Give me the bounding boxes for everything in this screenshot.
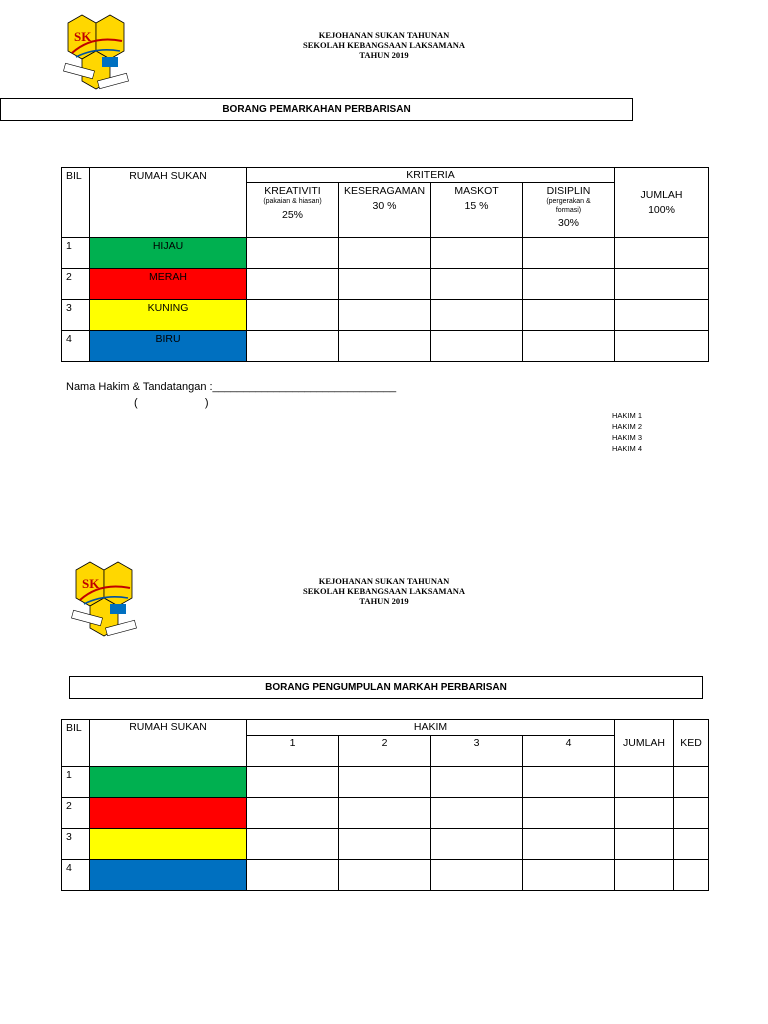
row-number: 4 [62,331,90,362]
house-cell-biru [90,331,247,362]
judge-number-3: 3 [431,736,523,767]
score-cell[interactable] [431,860,523,891]
table-row [62,860,709,891]
score-cell[interactable] [339,798,431,829]
total-cell[interactable] [615,331,709,362]
score-cell[interactable] [523,238,615,269]
house-cell-red [90,798,247,829]
score-cell[interactable] [247,767,339,798]
score-cell[interactable] [339,860,431,891]
criteria-percent: 25% [281,209,303,221]
house-name: MERAH [149,271,187,283]
rank-cell[interactable] [674,798,709,829]
jumlah-percent: 100% [648,204,675,216]
judge-number-2: 2 [339,736,431,767]
col-hakim: HAKIM [247,720,615,736]
score-cell[interactable] [339,829,431,860]
criteria-note: (pergerakan & formasi) [546,198,591,214]
row-number: 3 [62,829,90,860]
col-kriteria: KRITERIA [247,168,615,183]
table-row [62,269,709,300]
score-cell[interactable] [523,767,615,798]
house-cell-green [90,767,247,798]
score-cell[interactable] [431,829,523,860]
house-cell-hijau [90,238,247,269]
score-cell[interactable] [523,300,615,331]
house-cell-merah [90,269,247,300]
table-row [62,767,709,798]
table-row [62,829,709,860]
table-row [62,300,709,331]
criteria-name: KREATIVITI [264,185,321,197]
row-number: 1 [62,767,90,798]
criteria-kreativiti [247,183,339,238]
header-line-3: TAHUN 2019 [359,50,409,60]
judge-number-4: 4 [523,736,615,767]
score-cell[interactable] [247,238,339,269]
total-cell[interactable] [615,269,709,300]
score-cell[interactable] [339,767,431,798]
score-cell[interactable] [431,238,523,269]
criteria-name: KESERAGAMAN [343,185,426,197]
col-rumah-sukan: RUMAH SUKAN [90,168,247,238]
house-name: KUNING [147,302,189,314]
col-rumah-sukan: RUMAH SUKAN [90,720,247,767]
rank-cell[interactable] [674,829,709,860]
judge-list [612,410,642,454]
header-line-3: TAHUN 2019 [359,596,409,606]
judge-number-1: 1 [247,736,339,767]
rank-cell[interactable] [674,767,709,798]
total-cell[interactable] [615,767,674,798]
score-cell[interactable] [247,300,339,331]
form1-title: BORANG PEMARKAHAN PERBARISAN [0,98,633,121]
row-number: 2 [62,798,90,829]
score-cell[interactable] [247,829,339,860]
score-cell[interactable] [523,860,615,891]
col-bil: BIL [62,168,90,238]
score-cell[interactable] [247,798,339,829]
total-cell[interactable] [615,798,674,829]
col-ked: KED [674,720,709,767]
score-cell[interactable] [339,238,431,269]
score-cell[interactable] [339,269,431,300]
col-jumlah: JUMLAH [615,720,674,767]
collection-table [61,719,709,891]
table-row [62,798,709,829]
signature-label[interactable]: Nama Hakim & Tandatangan :______________________________ [66,381,397,393]
criteria-name: MASKOT [454,185,499,197]
score-cell[interactable] [523,798,615,829]
criteria-name: DISIPLIN [546,185,591,197]
total-cell[interactable] [615,860,674,891]
score-cell[interactable] [431,798,523,829]
jumlah-label: JUMLAH [640,189,683,201]
score-cell[interactable] [431,767,523,798]
score-cell[interactable] [523,331,615,362]
score-cell[interactable] [523,269,615,300]
score-cell[interactable] [431,269,523,300]
header-line-2: SEKOLAH KEBANGSAAN LAKSAMANA [303,586,465,596]
score-cell[interactable] [431,300,523,331]
school-header [254,30,514,60]
rank-cell[interactable] [674,860,709,891]
form2-title: BORANG PENGUMPULAN MARKAH PERBARISAN [69,676,703,699]
scoring-table [61,167,709,362]
criteria-percent: 30 % [372,200,397,212]
total-cell[interactable] [615,829,674,860]
school-logo [70,560,142,644]
svg-text:SK: SK [82,576,100,591]
total-cell[interactable] [615,238,709,269]
score-cell[interactable] [523,829,615,860]
header-line-2: SEKOLAH KEBANGSAAN LAKSAMANA [303,40,465,50]
criteria-disiplin [523,183,615,238]
criteria-keseragaman [339,183,431,238]
house-name: BIRU [155,333,181,345]
house-cell-yellow [90,829,247,860]
header-line-1: KEJOHANAN SUKAN TAHUNAN [318,576,450,586]
criteria-maskot [431,183,523,238]
score-cell[interactable] [339,331,431,362]
table-row [62,238,709,269]
row-number: 1 [62,238,90,269]
score-cell[interactable] [247,331,339,362]
criteria-percent: 15 % [464,200,489,212]
signature-name-parentheses: ( ) [134,397,209,409]
judge-item: HAKIM 2 [612,422,643,431]
score-cell[interactable] [431,331,523,362]
house-cell-blue [90,860,247,891]
score-cell[interactable] [247,860,339,891]
header-line-1: KEJOHANAN SUKAN TAHUNAN [318,30,450,40]
row-number: 3 [62,300,90,331]
row-number: 2 [62,269,90,300]
criteria-note: (pakaian & hiasan) [263,198,322,205]
col-bil: BIL [62,720,90,767]
school-logo [62,13,134,97]
school-header [254,576,514,606]
row-number: 4 [62,860,90,891]
judge-item: HAKIM 4 [612,444,643,453]
house-name: HIJAU [152,240,184,252]
house-cell-kuning [90,300,247,331]
svg-text:SK: SK [74,29,92,44]
total-cell[interactable] [615,300,709,331]
score-cell[interactable] [339,300,431,331]
criteria-percent: 30% [557,217,579,229]
table-row [62,331,709,362]
col-jumlah [615,168,709,238]
score-cell[interactable] [247,269,339,300]
judge-item: HAKIM 3 [612,433,643,442]
judge-item: HAKIM 1 [612,411,643,420]
